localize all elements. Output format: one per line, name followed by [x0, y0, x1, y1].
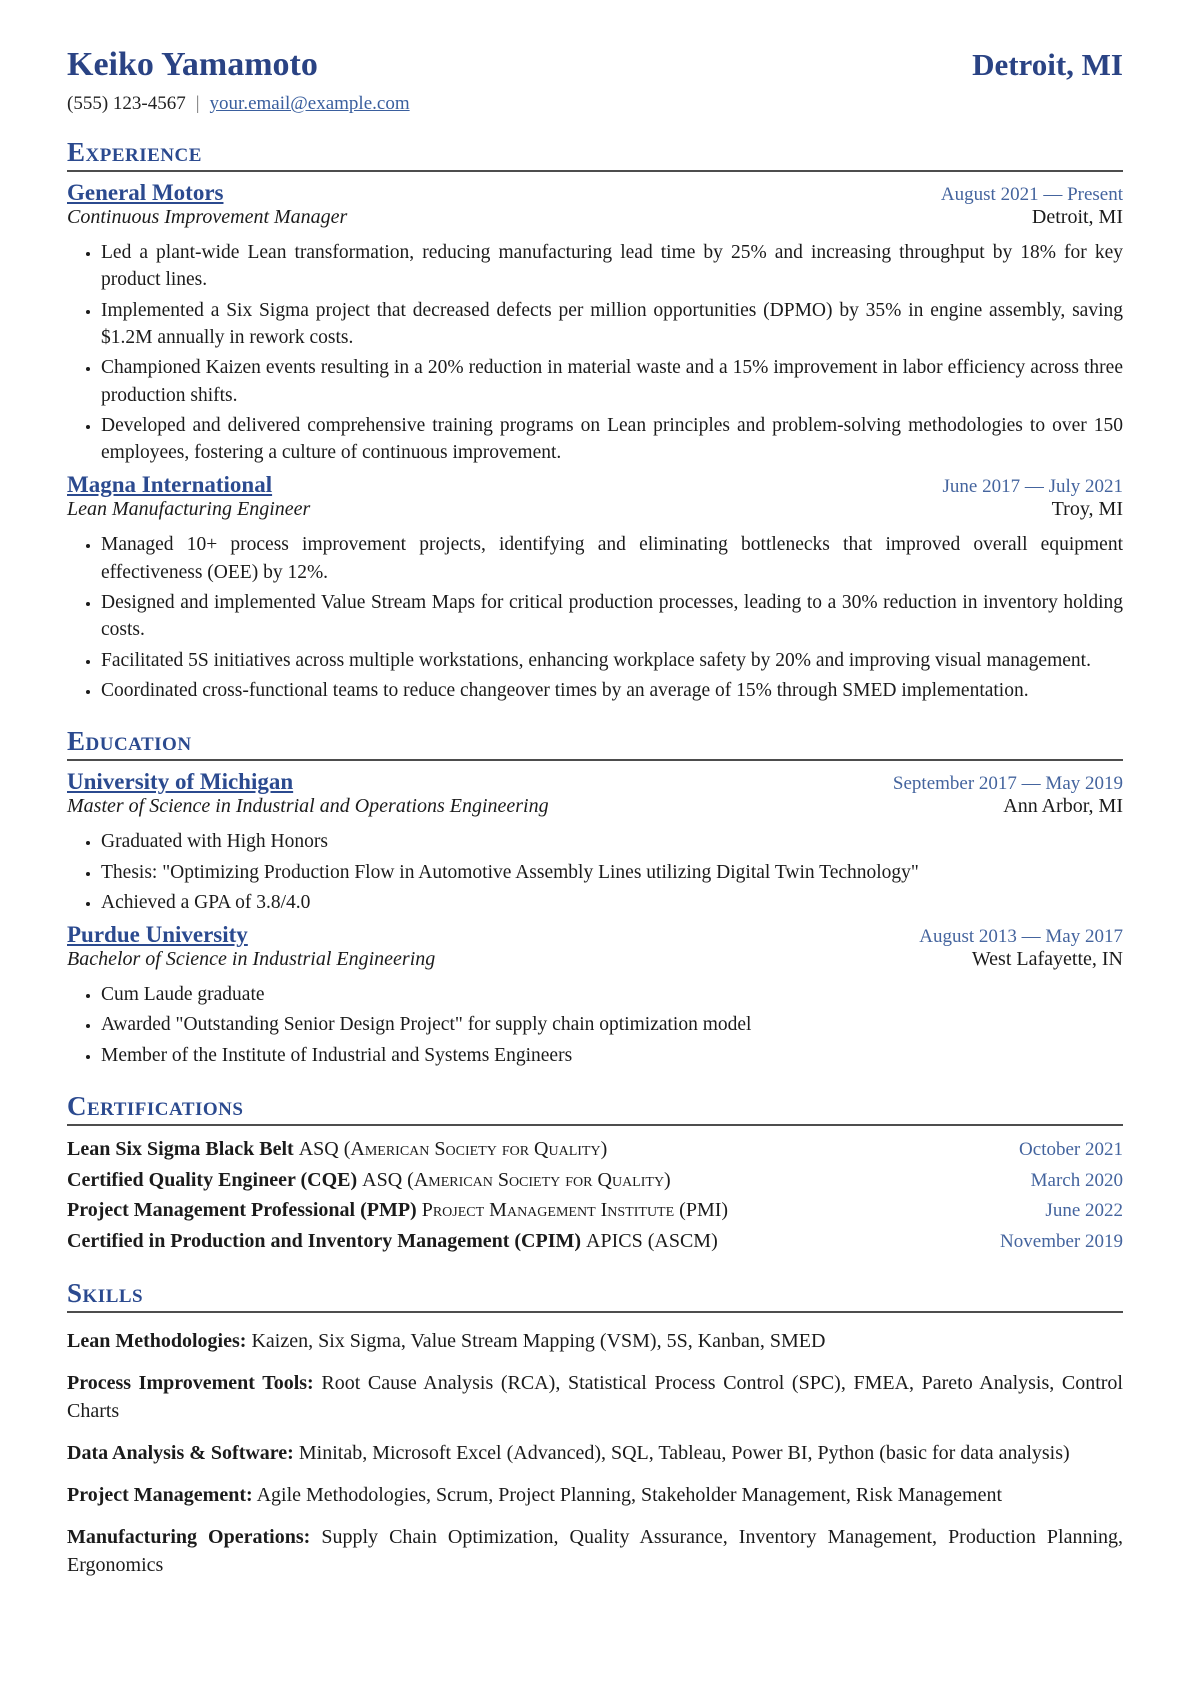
school-link[interactable]: University of Michigan — [67, 769, 294, 795]
skill-items: Minitab, Microsoft Excel (Advanced), SQL, Tableau, Power BI, Python (basic for data analysis) — [298, 1442, 1070, 1465]
bullet-item: • Graduated with High Honors — [101, 828, 1123, 855]
skill-label: Data Analysis & Software: — [67, 1442, 294, 1465]
degree-title: Master of Science in Industrial and Operations Engineering — [67, 795, 549, 818]
bullet-item: • Implemented a Six Sigma project that decreased defects per million opportunities (DPMO) by 35% in engine assembly, saving $1.2M annually in rework costs. — [101, 297, 1123, 352]
certification-name: Certified in Production and Inventory Management (CPIM) — [67, 1229, 582, 1252]
school-link[interactable]: Purdue University — [67, 922, 248, 948]
skill-label: Manufacturing Operations: — [67, 1526, 311, 1549]
certification-name: Lean Six Sigma Black Belt — [67, 1138, 294, 1161]
skill-items: Agile Methodologies, Scrum, Project Planning, Stakeholder Management, Risk Management — [256, 1484, 1002, 1507]
section-education — [67, 726, 1123, 1069]
section-title-experience: Experience — [67, 137, 1123, 172]
entry-dates: June 2017 — July 2021 — [942, 476, 1123, 498]
phone-number: (555) 123-4567 — [67, 93, 186, 114]
experience-entry — [67, 472, 1123, 704]
certification-date: June 2022 — [1045, 1200, 1123, 1222]
bullet-item: • Facilitated 5S initiatives across multiple workstations, enhancing workplace safety by 20% and improving visual management. — [101, 647, 1123, 674]
bullet-item: • Developed and delivered comprehensive training programs on Lean principles and problem-solving methodologies to over 150 employees, fostering a culture of continuous improvement. — [101, 412, 1123, 467]
bullet-item: • Member of the Institute of Industrial and Systems Engineers — [101, 1042, 1123, 1069]
section-title-skills: Skills — [67, 1278, 1123, 1313]
certification-org: APICS (ASCM) — [586, 1229, 718, 1252]
skill-row — [67, 1327, 1123, 1355]
bullet-item: • Designed and implemented Value Stream Maps for critical production processes, leading to a 30% reduction in inventory holding costs. — [101, 589, 1123, 644]
certification-row — [67, 1165, 1123, 1196]
certification-org: ASQ (American Society for Quality) — [362, 1168, 671, 1191]
resume-header — [67, 46, 1123, 115]
bullet-item: • Championed Kaizen events resulting in a 20% reduction in material waste and a 15% improvement in labor efficiency across three production shifts. — [101, 354, 1123, 409]
job-title: Continuous Improvement Manager — [67, 206, 348, 229]
job-title: Lean Manufacturing Engineer — [67, 498, 311, 521]
section-title-certifications: Certifications — [67, 1091, 1123, 1126]
certification-org: Project Management Institute (PMI) — [421, 1199, 729, 1222]
email-link[interactable]: your.email@example.com — [209, 93, 410, 114]
job-location: Detroit, MI — [1031, 206, 1123, 229]
education-entry — [67, 769, 1123, 916]
contact-line — [67, 93, 1123, 115]
person-location: Detroit, MI — [972, 47, 1123, 82]
contact-separator: | — [195, 93, 200, 114]
section-title-education: Education — [67, 726, 1123, 761]
company-link[interactable]: General Motors — [67, 180, 224, 206]
section-certifications — [67, 1091, 1123, 1256]
skill-items: Supply Chain Optimization, Quality Assurance, Inventory Management, Production Planning, Ergonomics — [67, 1526, 1124, 1577]
certification-row — [67, 1195, 1123, 1226]
entry-dates: September 2017 — May 2019 — [892, 773, 1123, 795]
certification-row — [67, 1226, 1123, 1257]
skill-row — [67, 1369, 1123, 1425]
skill-label: Project Management: — [67, 1484, 253, 1507]
entry-dates: August 2021 — Present — [940, 184, 1123, 206]
certification-date: March 2020 — [1030, 1169, 1123, 1191]
bullet-item: • Awarded "Outstanding Senior Design Project" for supply chain optimization model — [101, 1011, 1123, 1038]
skill-label: Process Improvement Tools: — [67, 1372, 314, 1395]
skill-row — [67, 1439, 1123, 1467]
education-entry — [67, 922, 1123, 1069]
section-skills — [67, 1278, 1123, 1579]
certification-date: October 2021 — [1019, 1139, 1123, 1161]
job-location: Troy, MI — [1051, 498, 1123, 521]
certification-name: Certified Quality Engineer (CQE) — [67, 1168, 358, 1191]
section-experience — [67, 137, 1123, 704]
company-link[interactable]: Magna International — [67, 472, 273, 498]
certification-list — [67, 1134, 1123, 1256]
bullet-item: • Achieved a GPA of 3.8/4.0 — [101, 889, 1123, 916]
skill-items: Kaizen, Six Sigma, Value Stream Mapping (VSM), 5S, Kanban, SMED — [251, 1330, 826, 1353]
bullet-item: • Led a plant-wide Lean transformation, reducing manufacturing lead time by 25% and increasing throughput by 18% for key product lines. — [101, 239, 1123, 294]
bullet-item: • Thesis: "Optimizing Production Flow in Automotive Assembly Lines utilizing Digital Twin Technology" — [101, 859, 1123, 886]
bullet-list — [67, 828, 1123, 916]
certification-date: November 2019 — [1000, 1230, 1123, 1252]
certification-name: Project Management Professional (PMP) — [67, 1199, 417, 1222]
certification-row — [67, 1134, 1123, 1165]
bullet-item: • Coordinated cross-functional teams to reduce changeover times by an average of 15% through SMED implementation. — [101, 677, 1123, 704]
bullet-list — [67, 239, 1123, 466]
bullet-item: • Cum Laude graduate — [101, 981, 1123, 1008]
experience-entry — [67, 180, 1123, 466]
bullet-item: • Managed 10+ process improvement projects, identifying and eliminating bottlenecks that improved overall equipment effectiveness (OEE) by 12%. — [101, 531, 1123, 586]
bullet-list — [67, 981, 1123, 1069]
certification-org: ASQ (American Society for Quality) — [298, 1138, 608, 1161]
skill-label: Lean Methodologies: — [67, 1330, 247, 1353]
skill-row — [67, 1523, 1123, 1579]
entry-dates: August 2013 — May 2017 — [919, 926, 1123, 948]
bullet-list — [67, 531, 1123, 704]
skill-items: Root Cause Analysis (RCA), Statistical Process Control (SPC), FMEA, Pareto Analysis, Control Charts — [67, 1372, 1123, 1423]
degree-title: Bachelor of Science in Industrial Engineering — [67, 948, 436, 971]
skill-row — [67, 1481, 1123, 1509]
person-name: Keiko Yamamoto — [67, 46, 318, 83]
resume-page — [67, 46, 1123, 1579]
school-location: Ann Arbor, MI — [1003, 795, 1123, 818]
school-location: West Lafayette, IN — [971, 948, 1123, 971]
